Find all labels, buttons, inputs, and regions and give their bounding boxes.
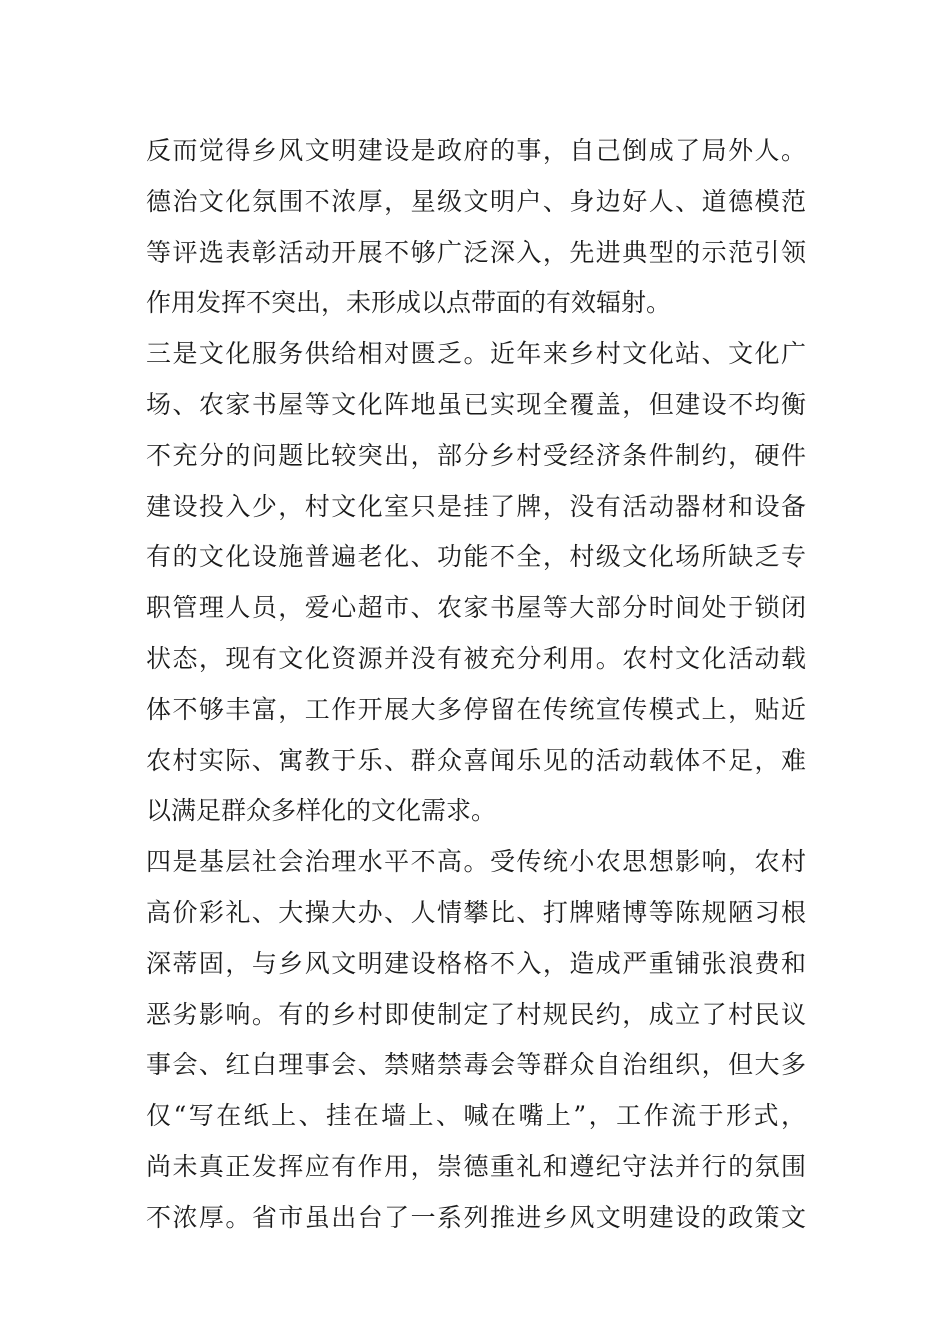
text-line: 尚未真正发挥应有作用，崇德重礼和遵纪守法并行的氛围 [146, 1151, 806, 1181]
text-line: 作用发挥不突出，未形成以点带面的有效辐射。 [146, 288, 672, 318]
text-line: 建设投入少，村文化室只是挂了牌，没有活动器材和设备 [146, 491, 806, 521]
text-line: 职管理人员，爱心超市、农家书屋等大部分时间处于锁闭 [146, 593, 806, 623]
body-text [146, 126, 806, 1244]
text-line: 状态，现有文化资源并没有被充分利用。农村文化活动载 [146, 643, 806, 673]
text-line: 高价彩礼、大操大办、人情攀比、打牌赌博等陈规陋习根 [146, 897, 806, 927]
text-line: 三是文化服务供给相对匮乏。近年来乡村文化站、文化广 [146, 339, 806, 369]
text-line: 恶劣影响。有的乡村即使制定了村规民约，成立了村民议 [146, 999, 806, 1029]
text-line: 反而觉得乡风文明建设是政府的事，自己倒成了局外人。 [146, 136, 806, 165]
text-line: 不浓厚。省市虽出台了一系列推进乡风文明建设的政策文 [146, 1202, 806, 1232]
text-line: 不充分的问题比较突出，部分乡村受经济条件制约，硬件 [146, 440, 806, 470]
text-line: 事会、红白理事会、禁赌禁毒会等群众自治组织，但大多 [146, 1050, 806, 1080]
text-line: 深蒂固，与乡风文明建设格格不入，造成严重铺张浪费和 [146, 948, 806, 978]
text-line: 场、农家书屋等文化阵地虽已实现全覆盖，但建设不均衡 [146, 389, 806, 419]
text-line: 以满足群众多样化的文化需求。 [146, 796, 497, 826]
text-line: 有的文化设施普遍老化、功能不全，村级文化场所缺乏专 [146, 542, 806, 572]
text-line: 仅“写在纸上、挂在墙上、喊在嘴上”，工作流于形式， [146, 1101, 806, 1131]
text-line: 等评选表彰活动开展不够广泛深入，先进典型的示范引领 [146, 237, 806, 267]
text-line: 体不够丰富，工作开展大多停留在传统宣传模式上，贴近 [146, 694, 806, 724]
text-line: 德治文化氛围不浓厚，星级文明户、身边好人、道德模范 [146, 186, 806, 216]
text-line: 农村实际、寓教于乐、群众喜闻乐见的活动载体不足，难 [146, 745, 806, 775]
text-line: 四是基层社会治理水平不高。受传统小农思想影响，农村 [146, 847, 806, 877]
